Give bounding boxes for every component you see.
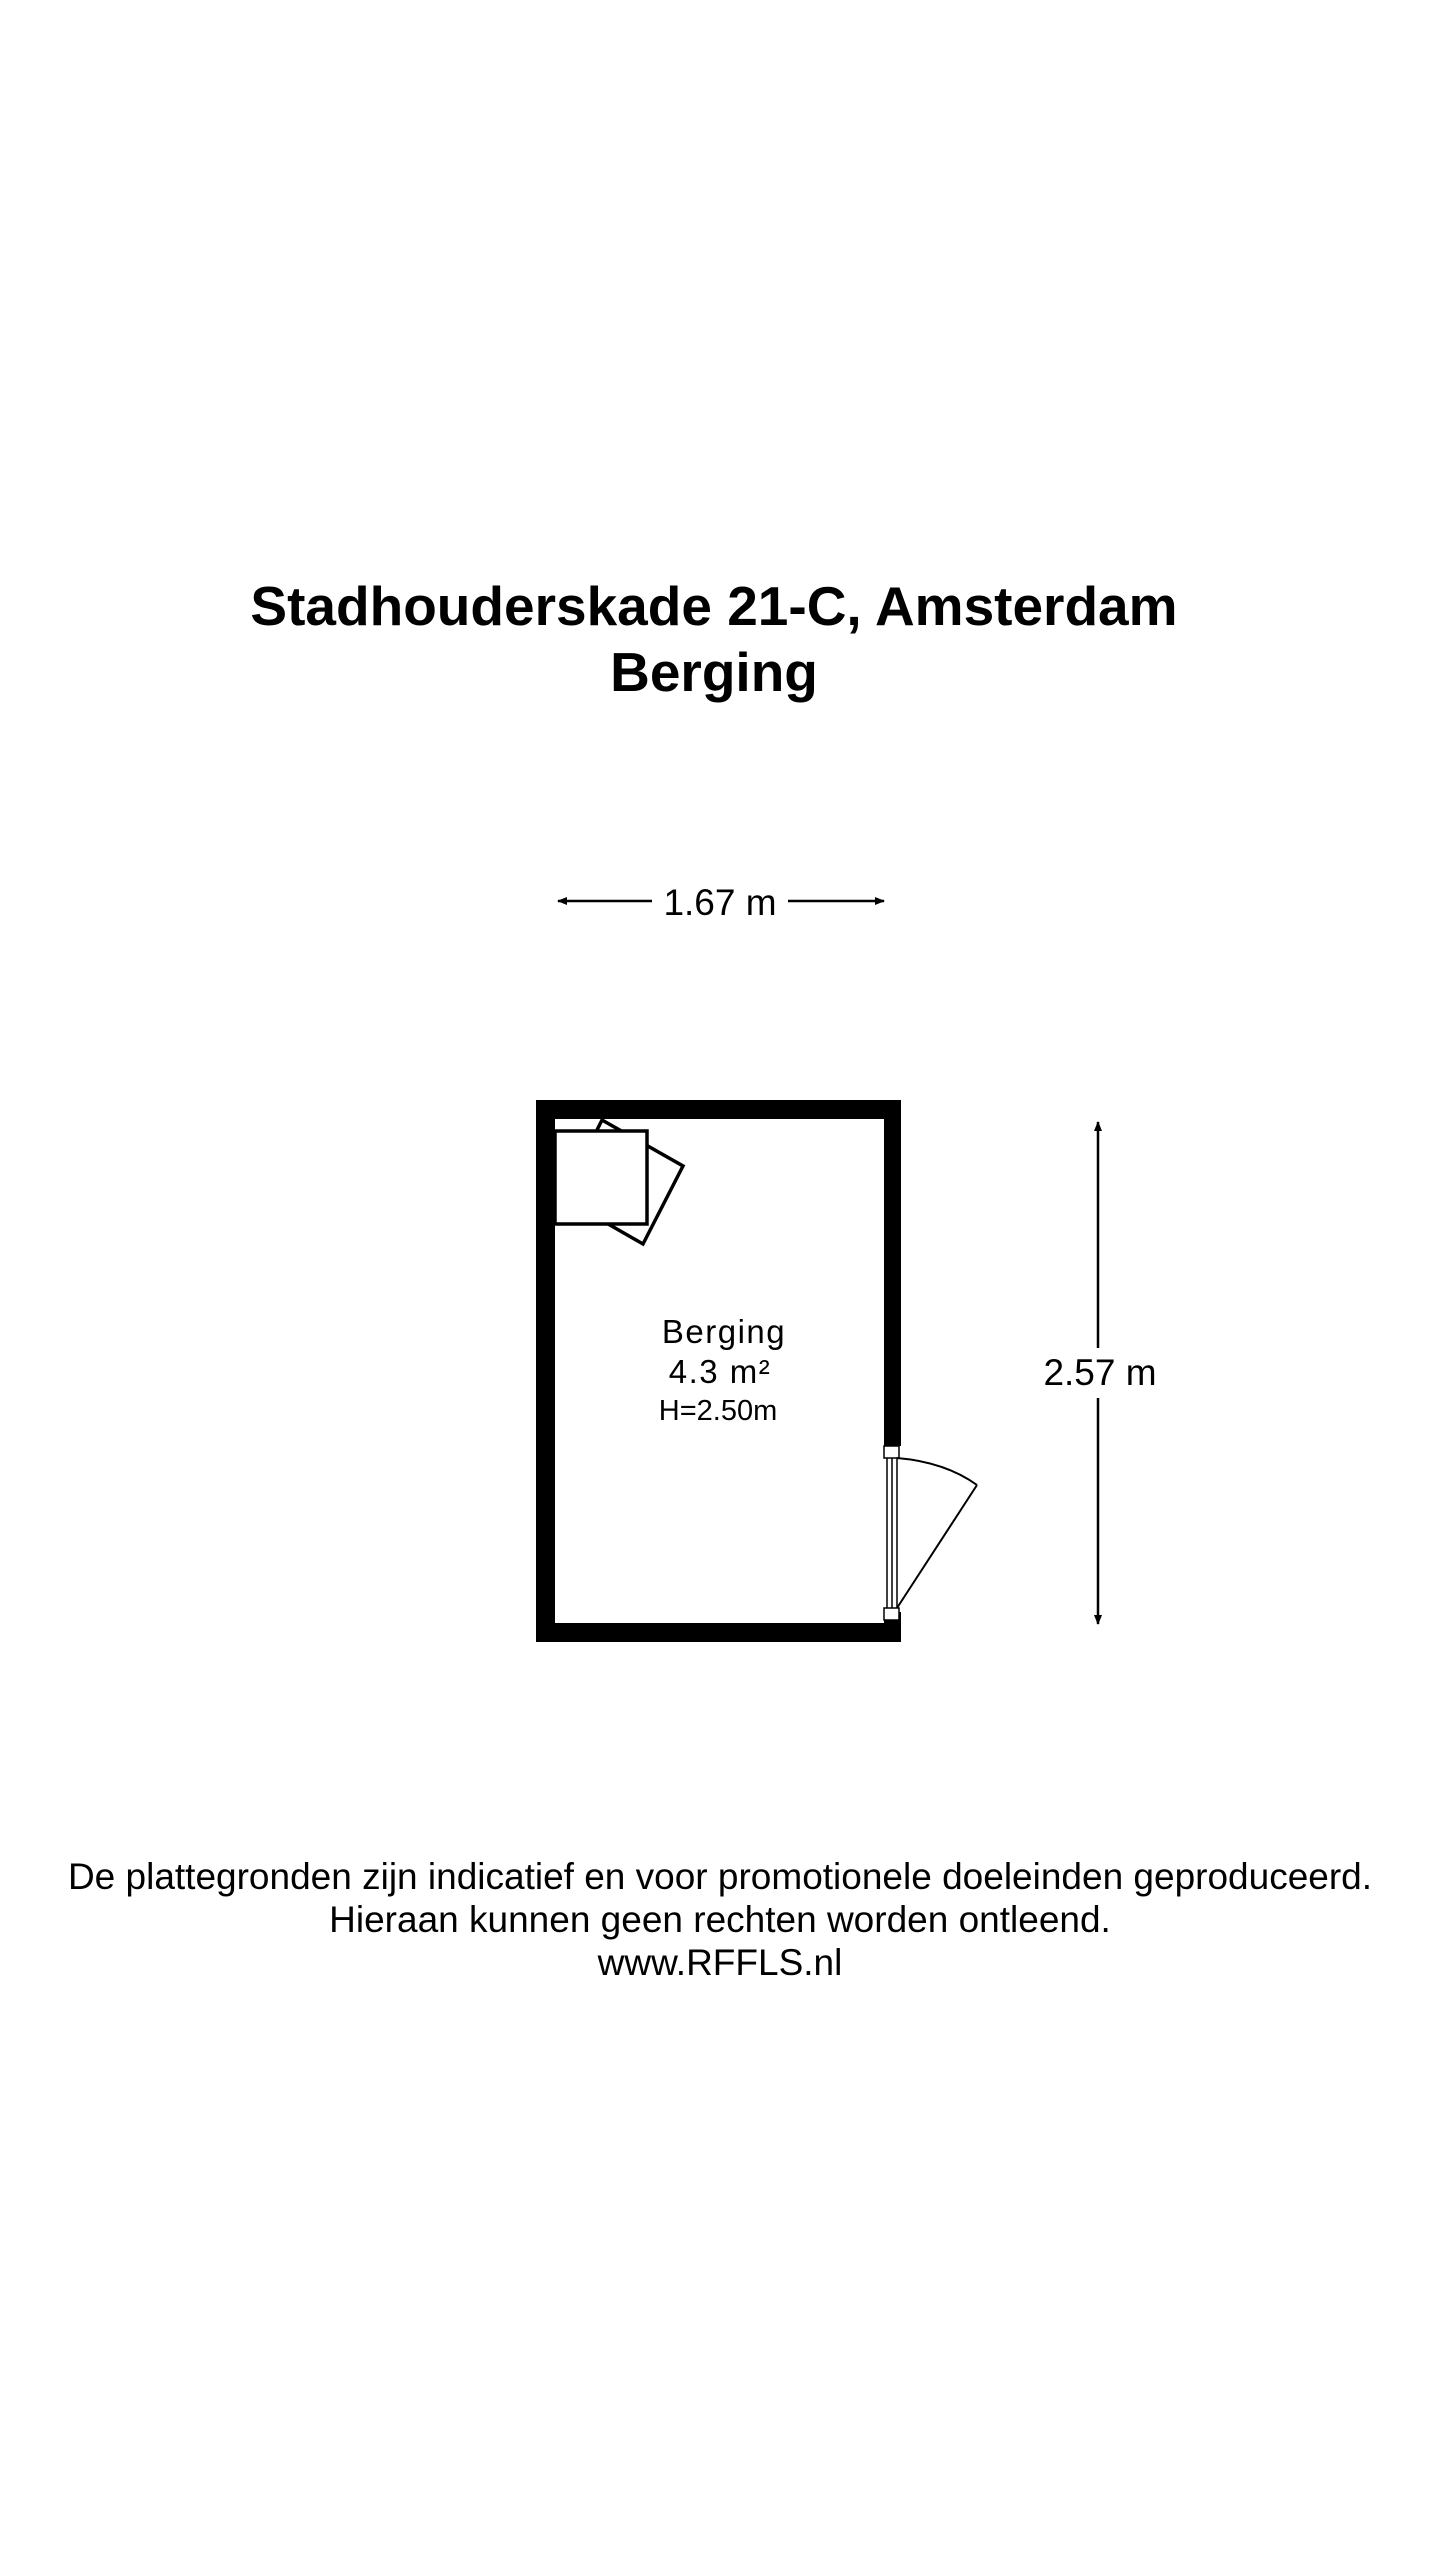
storage-boxes [555,1120,683,1244]
wall-left [536,1100,555,1642]
wall-bottom [536,1623,901,1642]
door-leaf [897,1485,977,1608]
width-dimension [558,882,884,923]
room-label [659,1313,786,1427]
box-square [555,1131,647,1224]
website-link[interactable]: www.RFFLS.nl [597,1942,843,1983]
door [884,1446,977,1620]
room-area: 4.3 m² [668,1353,772,1390]
room-height: H=2.50m [658,1395,778,1427]
wall-top [536,1100,901,1119]
wall-right-upper [884,1100,901,1446]
disclaimer-line-1: De plattegronden zijn indicatief en voor promotionele doeleinden geproduceerd. [67,1856,1373,1897]
door-jamb-top [884,1446,899,1458]
door-jamb-bottom [884,1608,899,1620]
room-name: Berging [661,1313,787,1350]
depth-label: 2.57 m [1043,1352,1157,1393]
door-swing-arc [897,1458,977,1485]
floor-name-title: Berging [610,641,818,703]
width-label: 1.67 m [663,882,777,923]
depth-dimension [1043,1122,1156,1624]
property-address-title: Stadhouderskade 21-C, Amsterdam [250,575,1178,637]
disclaimer-line-2: Hieraan kunnen geen rechten worden ontleend. [329,1899,1111,1940]
